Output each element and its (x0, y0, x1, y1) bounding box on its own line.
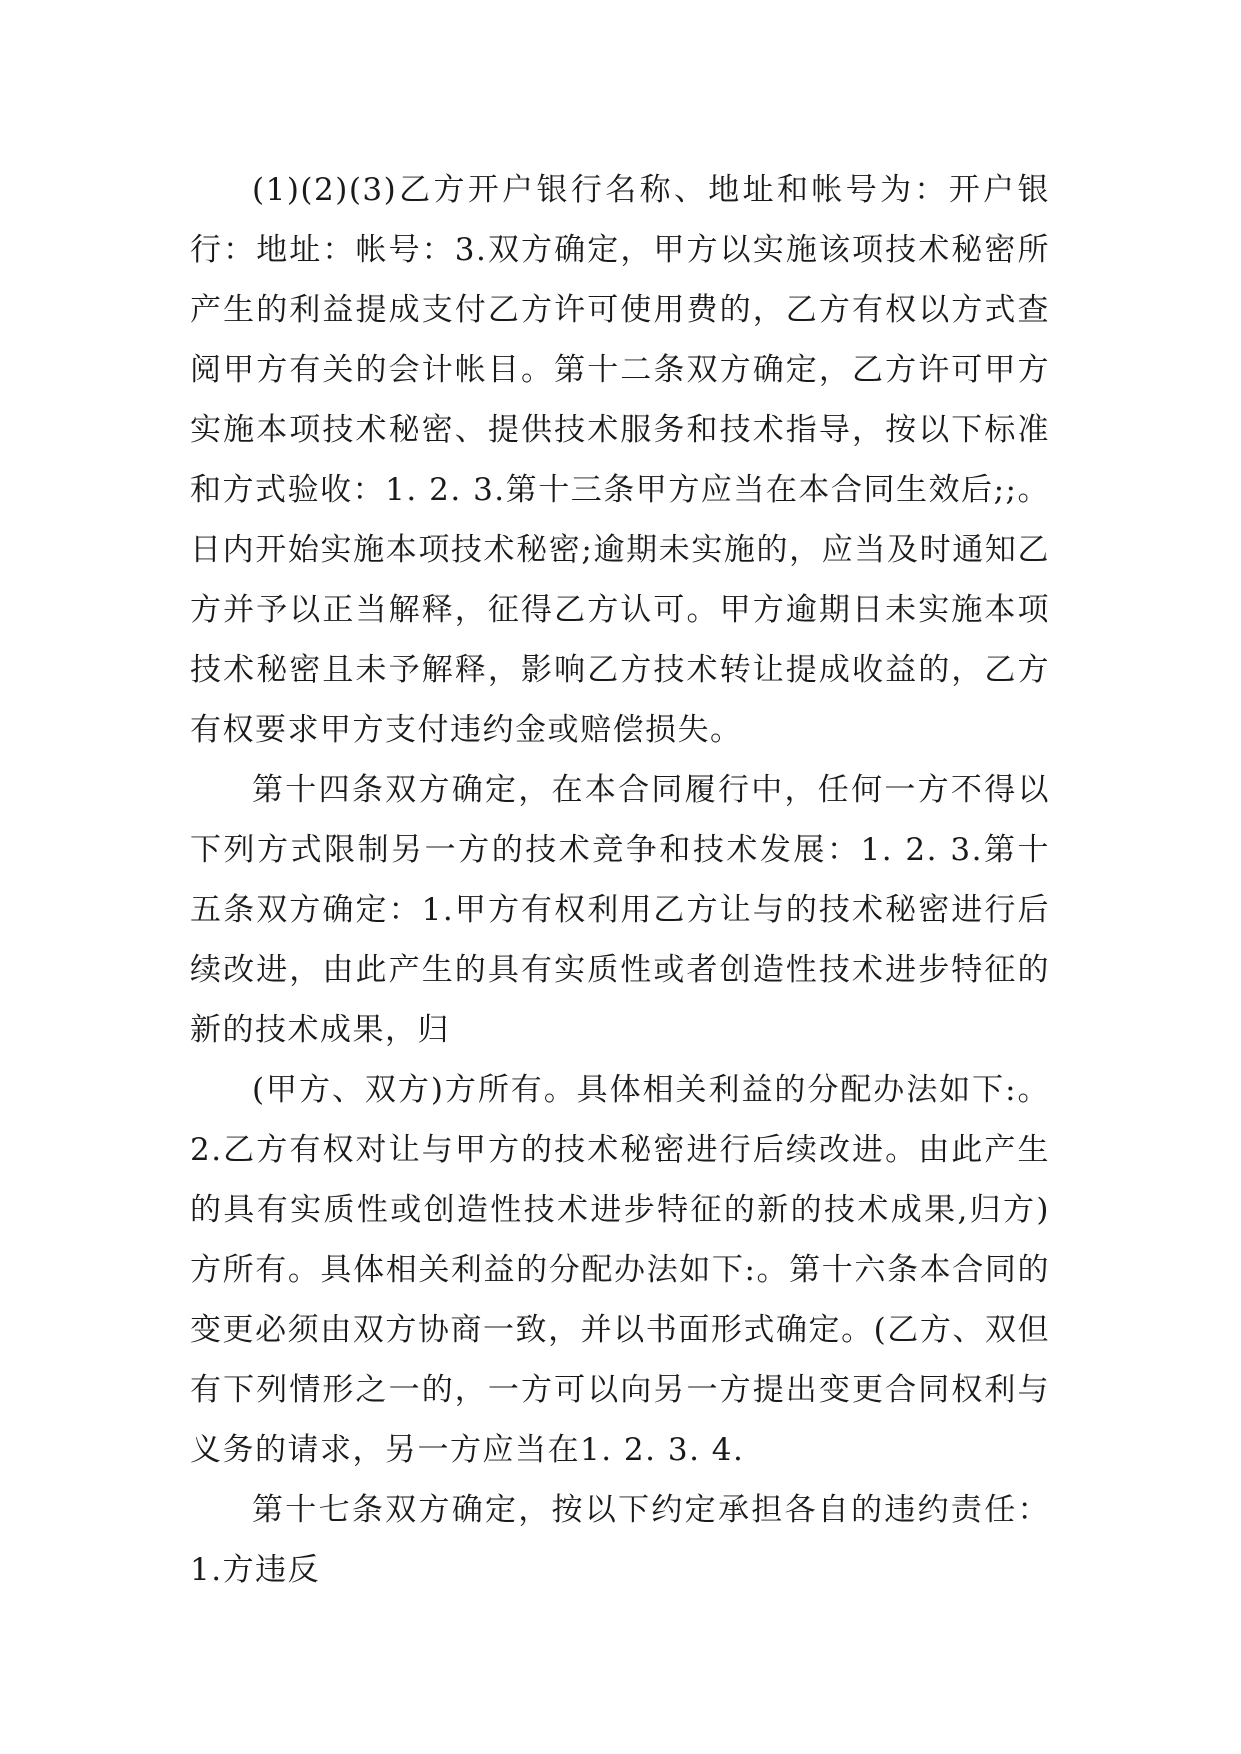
paragraph-4: 第十七条双方确定，按以下约定承担各自的违约责任：1.方违反 (190, 1492, 1050, 1588)
paragraph-2: 第十四条双方确定，在本合同履行中，任何一方不得以下列方式限制另一方的技术竞争和技术发展：1. 2. 3.第十五条双方确定：1.甲方有权利用乙方让与的技术秘密进行后续改进，由此产生的具有实质性或者创造性技术进步特征的新的技术成果，归 (190, 772, 1050, 1048)
paragraph-3: (甲方、双方)方所有。具体相关利益的分配办法如下:。2.乙方有权对让与甲方的技术秘密进行后续改进。由此产生的具有实质性或创造性技术进步特征的新的技术成果,归方)方所有。具体相关利益的分配办法如下:。第十六条本合同的变更必须由双方协商一致，并以书面形式确定。(乙方、双但有下列情形之一的，一方可以向另一方提出变更合同权利与义务的请求，另一方应当在1. 2. 3. 4. (190, 1072, 1050, 1468)
document-page (190, 160, 1050, 1600)
paragraph-1: (1)(2)(3)乙方开户银行名称、地址和帐号为：开户银行：地址：帐号：3.双方确定，甲方以实施该项技术秘密所产生的利益提成支付乙方许可使用费的，乙方有权以方式查阅甲方有关的会计帐目。第十二条双方确定，乙方许可甲方实施本项技术秘密、提供技术服务和技术指导，按以下标准和方式验收：1. 2. 3.第十三条甲方应当在本合同生效后;;。日内开始实施本项技术秘密;逾期未实施的，应当及时通知乙方并予以正当解释，征得乙方认可。甲方逾期日未实施本项技术秘密且未予解释，影响乙方技术转让提成收益的，乙方有权要求甲方支付违约金或赔偿损失。 (190, 172, 1050, 748)
